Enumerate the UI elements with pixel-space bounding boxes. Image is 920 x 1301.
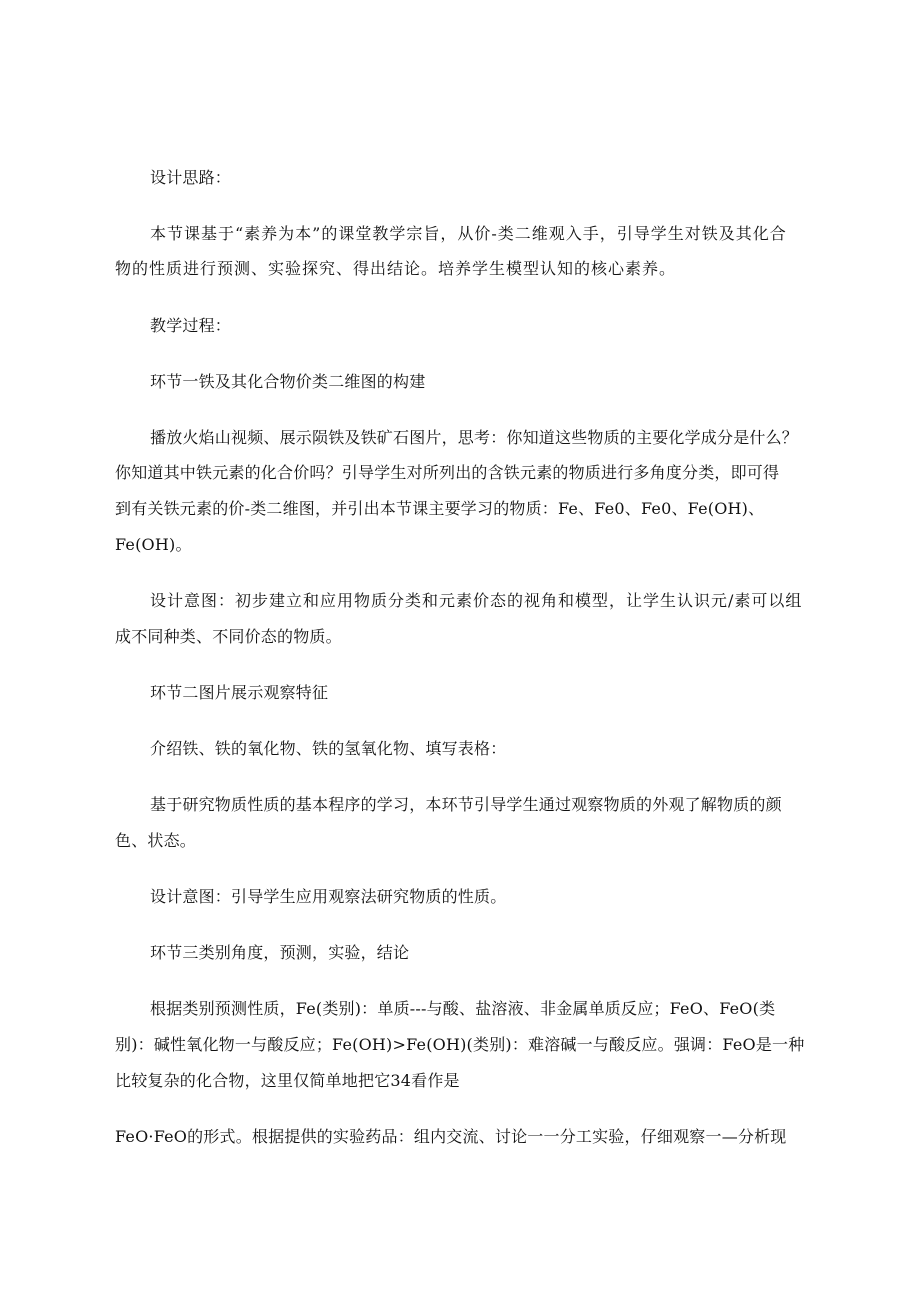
stage-one-text-line-3: 到有关铁元素的价-类二维图，并引出本节课主要学习的物质：Fe、Fe0、Fe0、Fe(OH)、 (115, 499, 765, 518)
stage-three-heading: 环节三类别角度，预测，实验，结论 (150, 943, 410, 962)
stage-three-text-line-3: 比较复杂的化合物，这里仅简单地把它34看作是 (115, 1071, 460, 1090)
stage-one-intent-line-1: 设计意图：初步建立和应用物质分类和元素价态的视角和模型，让学生认识元/素可以组 (150, 591, 803, 610)
design-idea-line-2: 物的性质进行预测、实验探究、得出结论。培养学生模型认知的核心素养。 (115, 259, 677, 278)
teaching-process-heading: 教学过程： (150, 316, 232, 335)
stage-two-intro: 介绍铁、铁的氧化物、铁的氢氧化物、填写表格： (150, 739, 507, 758)
stage-one-text-line-4: Fe(OH)。 (115, 535, 192, 554)
stage-one-text-line-2: 你知道其中铁元素的化合价吗？引导学生对所列出的含铁元素的物质进行多角度分类，即可得 (115, 463, 780, 482)
stage-two-intent: 设计意图：引导学生应用观察法研究物质的性质。 (150, 887, 507, 906)
stage-one-text-line-1: 播放火焰山视频、展示陨铁及铁矿石图片，思考：你知道这些物质的主要化学成分是什么？ (150, 428, 799, 447)
stage-one-heading: 环节一铁及其化合物价类二维图的构建 (150, 372, 426, 391)
design-idea-heading: 设计思路： (150, 168, 232, 187)
stage-two-text-line-1: 基于研究物质性质的基本程序的学习，本环节引导学生通过观察物质的外观了解物质的颜 (150, 795, 782, 814)
stage-three-text-line-1: 根据类别预测性质，Fe(类别)：单质---与酸、盐溶液、非金属单质反应；FeO、FeO(类 (150, 999, 776, 1018)
stage-one-intent-line-2: 成不同种类、不同价态的物质。 (115, 627, 342, 646)
stage-two-text-line-2: 色、状态。 (115, 831, 197, 850)
design-idea-line-1: 本节课基于“素养为本”的课堂教学宗旨，从价-类二维观入手，引导学生对铁及其化合 (150, 224, 787, 243)
stage-three-text-line-4: FeO·FeO的形式。根据提供的实验药品：组内交流、讨论一一分工实验，仔细观察一—分析现 (115, 1127, 787, 1146)
stage-two-heading: 环节二图片展示观察特征 (150, 683, 329, 702)
stage-three-text-line-2: 别)：碱性氧化物一与酸反应；Fe(OH)>Fe(OH)(类别)：难溶碱一与酸反应。强调：FeO是一种 (115, 1035, 805, 1054)
